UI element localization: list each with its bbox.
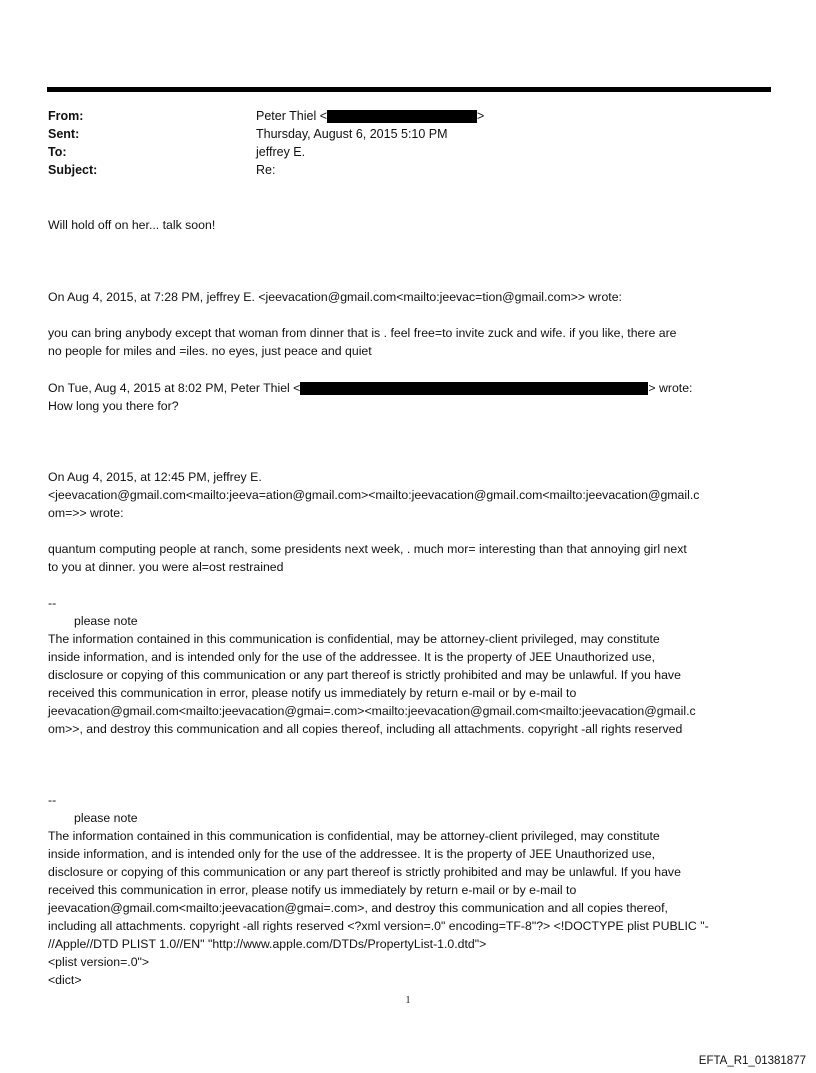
sig-line: including all attachments. copyright -all rights reserved <?xml version=.0" encoding=TF-8"?> <!DOCTYPE plist PUBLIC "- [48,919,709,933]
page-number: 1 [405,995,411,1006]
sig-line: inside information, and is intended only for the use of the addressee. It is the property of JEE Unauthorized use, [48,847,656,861]
quote1-line: no people for miles and =iles. no eyes, just peace and quiet [48,344,372,358]
quote2-header: On Tue, Aug 4, 2015 at 8:02 PM, Peter Thiel < > wrote: [48,381,693,395]
reply-text: Will hold off on her... talk soon! [48,218,216,232]
sig-note: please note [74,614,138,628]
sig-line: //Apple//DTD PLIST 1.0//EN" "http://www.apple.com/DTDs/PropertyList-1.0.dtd"> [48,937,487,951]
sig-line: jeevacation@gmail.com<mailto:jeevacation@gmai=.com>, and destroy this communication and all copies thereof, [48,901,668,915]
to-label: To: [48,145,67,159]
quote1-line: you can bring anybody except that woman from dinner that is . feel free=to invite zuck and wife. if you like, there are [48,326,677,340]
sent-value: Thursday, August 6, 2015 5:10 PM [256,127,448,141]
redaction-box [327,110,477,123]
quote3-header: <jeevacation@gmail.com<mailto:jeeva=ation@gmail.com><mailto:jeevacation@gmail.com<mailto:jeevacation@gmail.c [48,488,700,502]
from-label: From: [48,109,84,123]
sig-line: om>>, and destroy this communication and all copies thereof, including all attachments. copyright -all rights reserved [48,722,683,736]
sig-note: please note [74,811,138,825]
sig-line: The information contained in this communication is confidential, may be attorney-client privileged, may constitute [48,632,660,646]
sig-line: <plist version=.0"> [48,955,150,969]
sig-line: disclosure or copying of this communication or any part thereof is strictly prohibited and may be unlawful. If you have [48,668,681,682]
sig-line: The information contained in this communication is confidential, may be attorney-client privileged, may constitute [48,829,660,843]
quote3-header: om=>> wrote: [48,506,124,520]
from-value: Peter Thiel < > [256,109,485,123]
sig-line: jeevacation@gmail.com<mailto:jeevacation@gmai=.com><mailto:jeevacation@gmail.com<mailto:jeevacation@gmail.c [48,704,696,718]
quote2-body: How long you there for? [48,399,179,413]
quote3-line: to you at dinner. you were al=ost restrained [48,560,284,574]
sig-line: <dict> [48,973,82,987]
sig-separator: -- [48,793,57,807]
header-rule [47,87,771,92]
from-name: Peter Thiel [256,109,317,123]
subject-label: Subject: [48,163,98,177]
quote3-line: quantum computing people at ranch, some presidents next week, . much mor= interesting than that annoying girl next [48,542,687,556]
sig-line: received this communication in error, please notify us immediately by return e-mail or by e-mail to [48,883,577,897]
to-value: jeffrey E. [256,145,306,159]
sig-line: inside information, and is intended only for the use of the addressee. It is the property of JEE Unauthorized use, [48,650,656,664]
redaction-box [300,382,648,395]
subject-value: Re: [256,163,276,177]
quote3-header: On Aug 4, 2015, at 12:45 PM, jeffrey E. [48,470,262,484]
quote1-header: On Aug 4, 2015, at 7:28 PM, jeffrey E. <jeevacation@gmail.com<mailto:jeevac=tion@gmail.com>> wrote: [48,290,622,304]
sig-line: disclosure or copying of this communication or any part thereof is strictly prohibited and may be unlawful. If you have [48,865,681,879]
sig-line: received this communication in error, please notify us immediately by return e-mail or by e-mail to [48,686,577,700]
sent-label: Sent: [48,127,80,141]
sig-separator: -- [48,596,57,610]
document-id: EFTA_R1_01381877 [698,1055,806,1067]
